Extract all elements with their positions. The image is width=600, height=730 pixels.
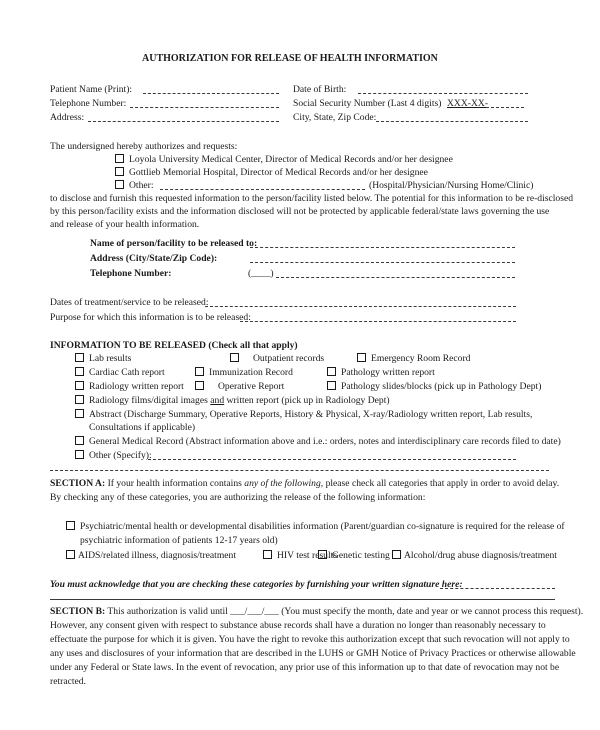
checkbox[interactable]	[75, 395, 84, 404]
info-immunization[interactable]	[195, 366, 293, 379]
section-a-pre: If your health information contains	[107, 478, 242, 489]
info-operative[interactable]	[195, 380, 284, 393]
recipient-address-field[interactable]	[250, 262, 515, 263]
info-label: Pathology written report	[341, 367, 435, 378]
authorization-intro: The undersigned hereby authorizes and requests:	[50, 141, 238, 152]
checkbox[interactable]	[75, 436, 84, 445]
checkbox[interactable]	[115, 167, 124, 176]
section-a-label: SECTION A:	[50, 478, 106, 489]
section-a-psych[interactable]	[66, 520, 565, 533]
disclose-line-1: to disclose and furnish this requested information to the person/facility listed below. The potential for this information to be re-disclosed	[50, 193, 574, 204]
checkbox[interactable]	[392, 550, 401, 559]
info-radiology-written[interactable]	[75, 380, 184, 393]
form-title: AUTHORIZATION FOR RELEASE OF HEALTH INFORMATION	[142, 53, 438, 64]
option-other[interactable]	[115, 179, 154, 192]
section-b-divider	[50, 599, 555, 600]
recipient-address-label: Address (City/State/Zip Code):	[90, 253, 218, 264]
checkbox[interactable]	[318, 550, 327, 559]
section-a-line-1	[50, 477, 559, 490]
recipient-name-field[interactable]	[250, 247, 515, 248]
section-a-post: please check all categories that apply in order to avoid delay.	[325, 478, 560, 489]
checkbox[interactable]	[75, 409, 84, 418]
info-label: Pathology slides/blocks (pick up in Pathology Dept)	[341, 381, 542, 392]
aids-label: AIDS/related illness, diagnosis/treatment	[78, 550, 236, 561]
dob-label: Date of Birth:	[293, 84, 347, 95]
genetic-label: Genetic testing	[332, 550, 390, 561]
recipient-phone-field[interactable]	[276, 277, 515, 278]
disclose-line-3: and release of your health information.	[50, 219, 200, 230]
checkbox[interactable]	[115, 154, 124, 163]
info-label: Outpatient records	[253, 353, 325, 364]
checkbox[interactable]	[230, 353, 239, 362]
section-a-line-2: By checking any of these categories, you are authorizing the release of the following information:	[50, 492, 426, 503]
info-label: Abstract (Discharge Summary, Operative Reports, History & Physical, X-ray/Radiology written report, Lab results,	[89, 409, 533, 420]
purpose-label: Purpose for which this information is to be released:	[50, 312, 251, 323]
checkbox[interactable]	[263, 550, 272, 559]
section-divider	[50, 470, 549, 471]
option-loyola[interactable]	[115, 153, 453, 166]
info-pathology-written[interactable]	[327, 366, 435, 379]
signature-field[interactable]	[440, 588, 555, 589]
patient-phone-field[interactable]	[130, 107, 279, 108]
info-abstract[interactable]	[75, 408, 532, 421]
hiv-label: HIV test results	[277, 550, 338, 561]
info-radiology-films[interactable]	[75, 394, 390, 407]
dates-field[interactable]	[205, 306, 516, 307]
section-b-line-3: effectuate the purpose for which it is given. You have the right to revoke this authorization except that such revocation will not apply to	[50, 634, 570, 645]
info-heading: INFORMATION TO BE RELEASED (Check all that apply)	[50, 340, 298, 351]
checkbox[interactable]	[327, 381, 336, 390]
section-b-line-4: any uses and disclosures of your information that are described in the LUHS or GMH Notice of Privacy Practices or otherwise allowable	[50, 648, 576, 659]
option-label: Other:	[129, 180, 154, 191]
info-label: General Medical Record (Abstract information above and i.e.: orders, notes and interdisciplinary care records filed to date)	[89, 436, 561, 447]
recipient-name-label: Name of person/facility to be released to:	[90, 238, 258, 249]
info-label: Radiology written report	[89, 381, 184, 392]
other-facility-field[interactable]	[160, 189, 365, 190]
info-lab-results[interactable]	[75, 352, 131, 365]
section-a-genetic[interactable]	[318, 549, 390, 562]
info-label: Emergency Room Record	[371, 353, 471, 364]
info-label: Cardiac Cath report	[89, 367, 165, 378]
info-outpatient[interactable]	[230, 352, 324, 365]
info-abstract-cont: Consultations if applicable)	[89, 422, 196, 433]
recipient-phone-label: Telephone Number:	[90, 268, 172, 279]
checkbox[interactable]	[327, 367, 336, 376]
info-label-post: written report (pick up in Radiology Dept)	[226, 395, 390, 406]
option-gottlieb[interactable]	[115, 166, 428, 179]
info-pathology-slides[interactable]	[327, 380, 541, 393]
checkbox[interactable]	[75, 367, 84, 376]
section-b-line-1	[50, 605, 583, 618]
checkbox[interactable]	[75, 353, 84, 362]
checkbox[interactable]	[66, 521, 75, 530]
info-emergency[interactable]	[357, 352, 470, 365]
section-b-label: SECTION B:	[50, 606, 106, 617]
patient-name-label: Patient Name (Print):	[50, 84, 133, 95]
checkbox[interactable]	[115, 180, 124, 189]
psych-label: Psychiatric/mental health or developmental disabilities information (Parent/guardian co-signature is required for the release of	[80, 521, 565, 532]
info-cardiac-cath[interactable]	[75, 366, 165, 379]
dates-label: Dates of treatment/service to be released:	[50, 297, 209, 308]
city-state-zip-label: City, State, Zip Code:	[293, 112, 377, 123]
info-label: Immunization Record	[209, 367, 293, 378]
dob-field[interactable]	[358, 93, 528, 94]
patient-address-label: Address:	[50, 112, 85, 123]
city-state-zip-field[interactable]	[376, 121, 528, 122]
info-label: Other (Specify):	[89, 450, 152, 461]
option-label: Gottlieb Memorial Hospital, Director of Medical Records and/or her designee	[129, 167, 428, 178]
section-a-psych-cont: psychiatric information of patients 12-17 years old)	[80, 535, 278, 546]
other-suffix: (Hospital/Physician/Nursing Home/Clinic)	[369, 180, 534, 191]
info-other[interactable]	[75, 449, 152, 462]
disclose-line-2: by this person/facility exists and the information disclosed will not be protected by applicable federal/state laws governing the use	[50, 206, 550, 217]
section-b-pre: This authorization is valid until	[107, 606, 228, 617]
patient-phone-label: Telephone Number:	[50, 98, 127, 109]
acknowledge-text: You must acknowledge that you are checking these categories by furnishing your written signature here:	[50, 579, 463, 590]
checkbox[interactable]	[66, 550, 75, 559]
purpose-field[interactable]	[240, 321, 516, 322]
valid-until-field[interactable]: ___/___/___	[230, 606, 279, 617]
ssn-field[interactable]	[486, 107, 524, 108]
info-label: Lab results	[89, 353, 132, 364]
section-a-italic: any of the following,	[244, 478, 324, 489]
section-a-aids[interactable]	[66, 549, 236, 562]
checkbox[interactable]	[357, 353, 366, 362]
patient-name-field[interactable]	[143, 93, 279, 94]
checkbox[interactable]	[75, 450, 84, 459]
section-b-post: (You must specify the month, date and year or we cannot process this request).	[281, 606, 584, 617]
checkbox[interactable]	[195, 381, 204, 390]
info-label: Radiology films/digital images	[89, 395, 208, 406]
option-label: Loyola University Medical Center, Director of Medical Records and/or her designee	[129, 154, 453, 165]
info-label-and: and	[210, 395, 225, 406]
section-b-line-6: retracted.	[50, 676, 86, 687]
section-a-alcohol[interactable]	[392, 549, 557, 562]
patient-address-field[interactable]	[88, 121, 279, 122]
ssn-label: Social Security Number (Last 4 digits)	[293, 98, 442, 109]
section-b-line-2: However, any consent given with respect to substance abuse records shall have a duration no longer than reasonably necessary to	[50, 620, 546, 631]
info-other-field[interactable]	[148, 459, 516, 460]
section-b-line-5: under any Federal or State laws. In the event of revocation, any prior use of this information up to that date of revocation may not be	[50, 662, 560, 673]
checkbox[interactable]	[75, 381, 84, 390]
info-general[interactable]	[75, 435, 561, 448]
checkbox[interactable]	[195, 367, 204, 376]
info-label: Operative Report	[218, 381, 285, 392]
ssn-mask: XXX-XX-	[447, 98, 489, 109]
recipient-phone-prefix: (____)	[248, 268, 274, 279]
alcohol-label: Alcohol/drug abuse diagnosis/treatment	[404, 550, 557, 561]
